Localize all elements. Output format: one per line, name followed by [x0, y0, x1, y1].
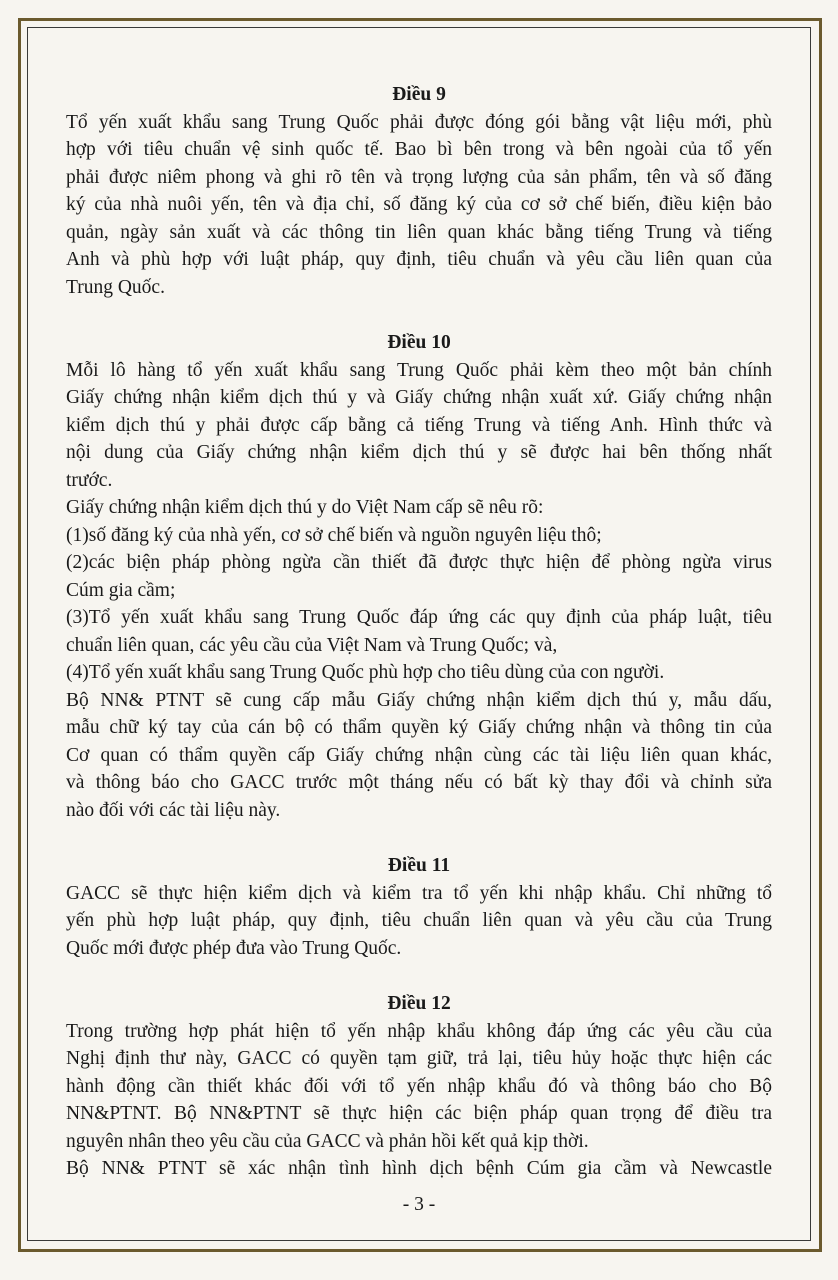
paragraph [66, 522, 772, 550]
article-section [66, 852, 772, 962]
paragraph [66, 549, 772, 604]
text-line: kiểm dịch thú y phải được cấp bằng cả tiếng Trung và tiếng Anh. Hình thức và [66, 414, 772, 436]
text-line: nào đối với các tài liệu này. [66, 799, 281, 821]
article-heading: Điều 9 [392, 84, 446, 105]
text-line: GACC sẽ thực hiện kiểm dịch và kiểm tra tổ yến khi nhập khẩu. Chỉ những tổ [66, 882, 772, 904]
text-line: hành động cần thiết khác đối với tổ yến nhập khẩu đó và thông báo cho Bộ [66, 1075, 772, 1097]
text-line: (3)Tổ yến xuất khẩu sang Trung Quốc đáp ứng các quy định của pháp luật, tiêu [66, 607, 772, 628]
text-line: phải được niêm phong và ghi rõ tên và trọng lượng của sản phẩm, tên và số đăng [66, 166, 772, 188]
article-heading: Điều 11 [387, 855, 451, 876]
article-heading: Điều 12 [387, 993, 451, 1014]
paragraph [66, 604, 772, 659]
text-line: Nghị định thư này, GACC có quyền tạm giữ, trả lại, tiêu hủy hoặc thực hiện các [66, 1048, 772, 1069]
text-line: và thông báo cho GACC trước một tháng nếu có bất kỳ thay đổi và chỉnh sửa [66, 772, 772, 793]
text-line: ký của nhà nuôi yến, tên và địa chỉ, số đăng ký của cơ sở chế biến, điều kiện bảo [66, 194, 772, 215]
text-line: Trong trường hợp phát hiện tổ yến nhập khẩu không đáp ứng các yêu cầu của [66, 1020, 772, 1042]
text-line: Bộ NN& PTNT sẽ cung cấp mẫu Giấy chứng nhận kiểm dịch thú y, mẫu dấu, [66, 689, 772, 711]
text-line: (4)Tổ yến xuất khẩu sang Trung Quốc phù hợp cho tiêu dùng của con người. [66, 662, 665, 683]
article-section [66, 990, 772, 1183]
paragraph [66, 109, 772, 302]
paragraph [66, 494, 772, 522]
text-line: Anh và phù hợp với luật pháp, quy định, tiêu chuẩn và yêu cầu liên quan của [66, 249, 772, 270]
document-body [66, 81, 772, 1211]
text-line: quản, ngày sản xuất và các thông tin liên quan khác bằng tiếng Trung và tiếng [66, 221, 772, 243]
paragraph [66, 880, 772, 963]
paragraph [66, 1155, 772, 1183]
text-line: Tổ yến xuất khẩu sang Trung Quốc phải được đóng gói bằng vật liệu mới, phù [66, 111, 772, 133]
text-line: nội dung của Giấy chứng nhận kiểm dịch thú y sẽ được hai bên thống nhất [66, 442, 772, 463]
text-line: Mỗi lô hàng tổ yến xuất khẩu sang Trung Quốc phải kèm theo một bản chính [66, 359, 772, 381]
text-line: Cúm gia cầm; [66, 579, 176, 601]
text-line: (1)số đăng ký của nhà yến, cơ sở chế biến và nguồn nguyên liệu thô; [66, 524, 602, 546]
text-line: hợp với tiêu chuẩn vệ sinh quốc tế. Bao bì bên trong và bên ngoài của tổ yến [66, 139, 772, 160]
text-line: NN&PTNT. Bộ NN&PTNT sẽ thực hiện các biện pháp quan trọng để điều tra [66, 1103, 772, 1124]
paragraph [66, 687, 772, 825]
text-line: Giấy chứng nhận kiểm dịch thú y và Giấy chứng nhận xuất xứ. Giấy chứng nhận [66, 387, 772, 408]
text-line: chuẩn liên quan, các yêu cầu của Việt Nam và Trung Quốc; và, [66, 634, 558, 656]
text-line: Trung Quốc. [66, 276, 165, 298]
text-line: Quốc mới được phép đưa vào Trung Quốc. [66, 937, 402, 959]
article-section [66, 329, 772, 824]
text-line: trước. [66, 469, 113, 491]
text-line: (2)các biện pháp phòng ngừa cần thiết đã được thực hiện để phòng ngừa virus [66, 552, 772, 573]
paragraph [66, 1018, 772, 1156]
text-line: Bộ NN& PTNT sẽ xác nhận tình hình dịch bệnh Cúm gia cầm và Newcastle [66, 1158, 772, 1179]
page-number: - 3 - [402, 1194, 436, 1215]
text-line: mẫu chữ ký tay của cán bộ có thẩm quyền ký Giấy chứng nhận và thông tin của [66, 717, 772, 738]
paragraph [66, 659, 772, 687]
text-line: nguyên nhân theo yêu cầu của GACC và phản hồi kết quả kịp thời. [66, 1130, 589, 1152]
article-heading: Điều 10 [387, 332, 451, 353]
paragraph [66, 357, 772, 495]
text-line: Cơ quan có thẩm quyền cấp Giấy chứng nhận cùng các tài liệu liên quan khác, [66, 744, 772, 766]
text-line: yến phù hợp luật pháp, quy định, tiêu chuẩn liên quan và yêu cầu của Trung [66, 910, 772, 931]
text-line: Giấy chứng nhận kiểm dịch thú y do Việt Nam cấp sẽ nêu rõ: [66, 497, 544, 518]
article-section [66, 81, 772, 301]
